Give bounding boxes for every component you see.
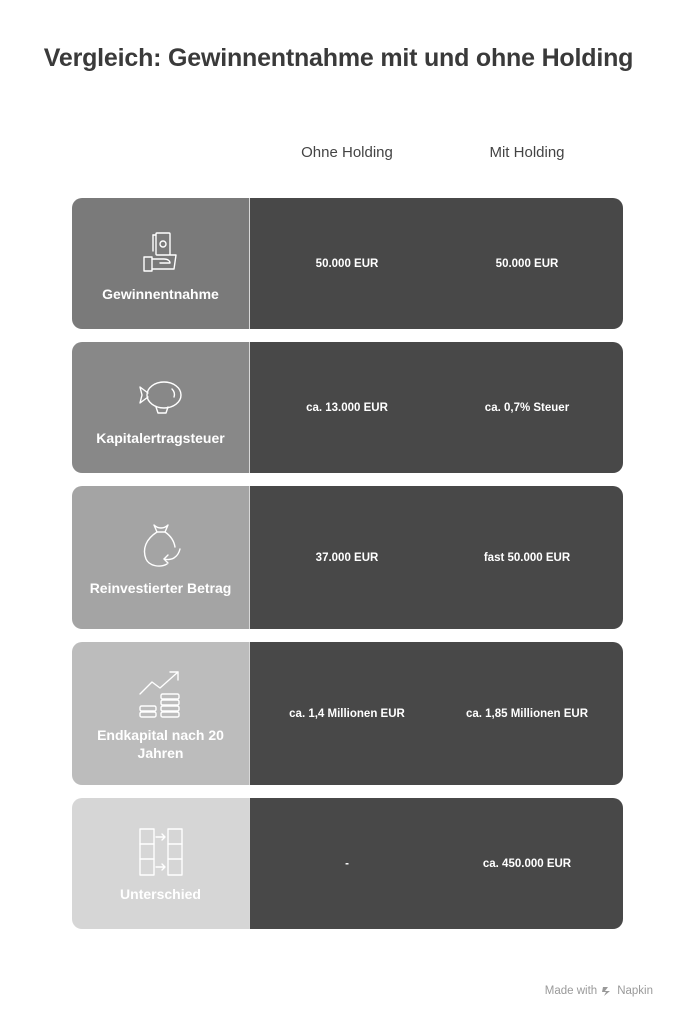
napkin-logo-icon [601, 985, 613, 997]
row-label: Unterschied [120, 885, 201, 902]
row-values [250, 642, 623, 785]
row-label-cell [72, 798, 250, 929]
row-label-cell [72, 342, 250, 473]
value-ohne-holding: 37.000 EUR [315, 551, 379, 564]
value-mit-holding: ca. 1,85 Millionen EUR [465, 707, 589, 720]
row-label: Gewinnentnahme [102, 285, 219, 302]
growth-coins-icon [134, 666, 188, 720]
row-values [250, 798, 623, 929]
row-label-cell [72, 198, 250, 329]
row-label-cell [72, 642, 250, 785]
row-values [250, 198, 623, 329]
value-mit-holding: fast 50.000 EUR [483, 551, 571, 564]
column-header-ohne-holding: Ohne Holding [301, 144, 393, 161]
value-ohne-holding: ca. 13.000 EUR [306, 401, 388, 414]
column-header-mit-holding: Mit Holding [489, 144, 565, 161]
value-mit-holding: ca. 0,7% Steuer [484, 401, 570, 414]
row-label: Reinvestierter Betrag [89, 579, 232, 596]
compare-columns-icon [134, 825, 188, 879]
row-values [250, 342, 623, 473]
row-label: Endkapital nach 20 Jahren [97, 726, 224, 761]
value-ohne-holding: ca. 1,4 Millionen EUR [289, 707, 405, 720]
value-mit-holding: ca. 450.000 EUR [482, 857, 572, 870]
page-title: Vergleich: Gewinnentnahme mit und ohne Holding [43, 44, 634, 72]
row-kapitalertragsteuer [72, 342, 623, 473]
money-hand-icon [134, 225, 188, 279]
blimp-icon [134, 369, 188, 423]
value-ohne-holding: - [345, 857, 349, 870]
row-label: Kapitalertragsteuer [96, 429, 225, 446]
value-mit-holding: 50.000 EUR [495, 257, 559, 270]
row-values [250, 486, 623, 629]
value-ohne-holding: 50.000 EUR [315, 257, 379, 270]
row-reinvestierter-betrag [72, 486, 623, 629]
row-endkapital [72, 642, 623, 785]
made-with-label: Made with [544, 985, 598, 997]
brand-label: Napkin [617, 985, 653, 997]
money-bag-return-icon [134, 519, 188, 573]
row-gewinnentnahme [72, 198, 623, 329]
row-unterschied [72, 798, 623, 929]
footer-credit [545, 985, 653, 997]
row-label-cell [72, 486, 250, 629]
